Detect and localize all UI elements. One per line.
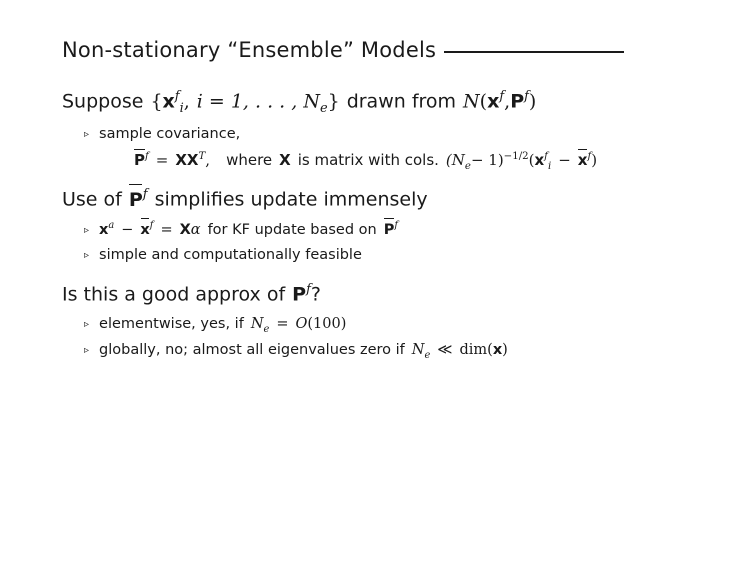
x-superscript-f: f — [174, 89, 180, 104]
factor-exponent: −1/2 — [503, 151, 529, 163]
dim-arg-x: x — [492, 342, 503, 359]
bullet-label-simple-feasible: simple and computationally feasible — [99, 246, 362, 263]
equals-sign-1: = — [155, 151, 169, 170]
Ne-subscript: e — [319, 101, 328, 117]
factor-minus-one: − 1) — [470, 151, 504, 170]
good-approx-lead-text: Is this a good approx of — [62, 282, 286, 305]
equation-sample-covariance — [134, 151, 675, 172]
suppose-word: Suppose — [62, 90, 144, 113]
open-brace: { — [150, 90, 163, 113]
X-symbol: X — [179, 222, 191, 239]
paren-open: ( — [479, 90, 488, 113]
triangle-bullet-icon: ▹ — [84, 345, 90, 357]
normal-dist-N: N — [463, 90, 480, 113]
big-O-value: (100) — [307, 315, 347, 332]
triangle-bullet-icon: ▹ — [84, 225, 90, 237]
equals-sign-3: = — [276, 315, 289, 332]
x-symbol: x — [162, 90, 175, 113]
Pbar-superscript: f — [145, 151, 149, 163]
globally-lead-text: globally, no; almost all eigenvalues zero if — [99, 342, 405, 359]
headline-use-of-pbar — [62, 186, 675, 213]
alpha-symbol: α — [190, 222, 201, 239]
XXT-symbol: XX — [175, 151, 199, 170]
Pbar-symbol-3: P — [384, 220, 395, 242]
factor-paren-close: ) — [591, 151, 598, 170]
simplifies-update-text: simplifies update immensely — [154, 188, 428, 211]
bullet-globally — [99, 340, 508, 364]
xbar-superscript: f — [149, 220, 154, 232]
dim-function: dim( — [459, 342, 493, 359]
kf-update-tail-text: for KF update based on — [207, 222, 377, 239]
slide-title-row — [62, 38, 675, 62]
xa-superscript: a — [108, 220, 115, 232]
block-use-of-pbar — [62, 186, 675, 266]
title-rule — [444, 51, 624, 53]
Ne-subscript-2: e — [424, 350, 431, 362]
elementwise-lead-text: elementwise, yes, if — [99, 315, 244, 332]
use-of-words: Use of — [62, 188, 122, 211]
Pbar-superscript-3: f — [394, 220, 399, 232]
term-x-symbol: x — [534, 151, 545, 170]
term-xbar-symbol: x — [577, 151, 588, 170]
where-X-symbol: X — [279, 151, 291, 170]
comma-1: , — [183, 90, 190, 113]
headline-good-approx — [62, 281, 675, 308]
minus-sign-1: − — [558, 151, 571, 170]
term-xbar-superscript: f — [587, 151, 592, 163]
triangle-bullet-icon: ▹ — [84, 249, 90, 261]
dim-paren-close: ) — [502, 342, 508, 359]
factor-paren-open: ( — [528, 151, 535, 170]
bullet-elementwise — [99, 314, 346, 338]
xf-superscript: f — [499, 89, 505, 104]
list-item — [62, 124, 675, 146]
where-word: where — [226, 151, 273, 170]
triangle-bullet-icon: ▹ — [84, 128, 90, 140]
Pf-symbol: P — [510, 90, 525, 113]
term-x-superscript: f — [544, 151, 548, 163]
Pf-symbol-2: P — [292, 282, 307, 305]
Ne-symbol-1: N — [250, 315, 264, 332]
equals-sign-2: = — [160, 222, 173, 239]
list-item — [62, 219, 675, 242]
much-less-than-sign: ≪ — [437, 342, 453, 359]
factor-Ne-subscript: e — [464, 161, 471, 173]
drawn-from-words: drawn from — [346, 90, 457, 113]
Pbar-superscript-2: f — [142, 187, 148, 203]
comma-2: , — [205, 151, 211, 170]
Ne-symbol-2: N — [411, 342, 425, 359]
list-item — [62, 245, 675, 267]
paren-close: ) — [528, 90, 537, 113]
headline-suppose — [62, 88, 675, 118]
big-O-symbol: O — [295, 315, 308, 332]
triangle-bullet-icon: ▹ — [84, 318, 90, 330]
Pf-superscript-2: f — [306, 281, 311, 297]
factor-open: (N — [445, 151, 465, 170]
xbar-symbol: x — [140, 220, 149, 242]
block-suppose — [62, 88, 675, 172]
arg-separator: , — [504, 90, 511, 113]
question-mark: ? — [310, 282, 321, 305]
Ne-subscript-1: e — [263, 323, 270, 335]
page-title: Non-stationary “Ensemble” Models — [62, 38, 437, 62]
block-good-approx — [62, 281, 675, 364]
list-item — [62, 314, 675, 338]
Pf-superscript: f — [524, 89, 529, 104]
x-subscript-i: i — [179, 101, 184, 117]
where-tail-text: is matrix with cols. — [297, 151, 439, 170]
bullet-kf-update-equation — [99, 219, 398, 242]
term-x-subscript: i — [547, 161, 552, 173]
list-item — [62, 340, 675, 364]
xa-symbol: x — [99, 222, 109, 239]
Pbar-symbol-2: P — [129, 188, 143, 214]
close-brace: } — [327, 90, 340, 113]
index-range: i = 1, . . . , N — [196, 90, 320, 113]
xf-symbol: x — [487, 90, 500, 113]
minus-sign-2: − — [121, 222, 134, 239]
Pbar-symbol: P — [134, 151, 145, 170]
transpose-superscript: T — [198, 151, 206, 163]
bullet-label-sample-covariance: sample covariance, — [99, 125, 241, 142]
